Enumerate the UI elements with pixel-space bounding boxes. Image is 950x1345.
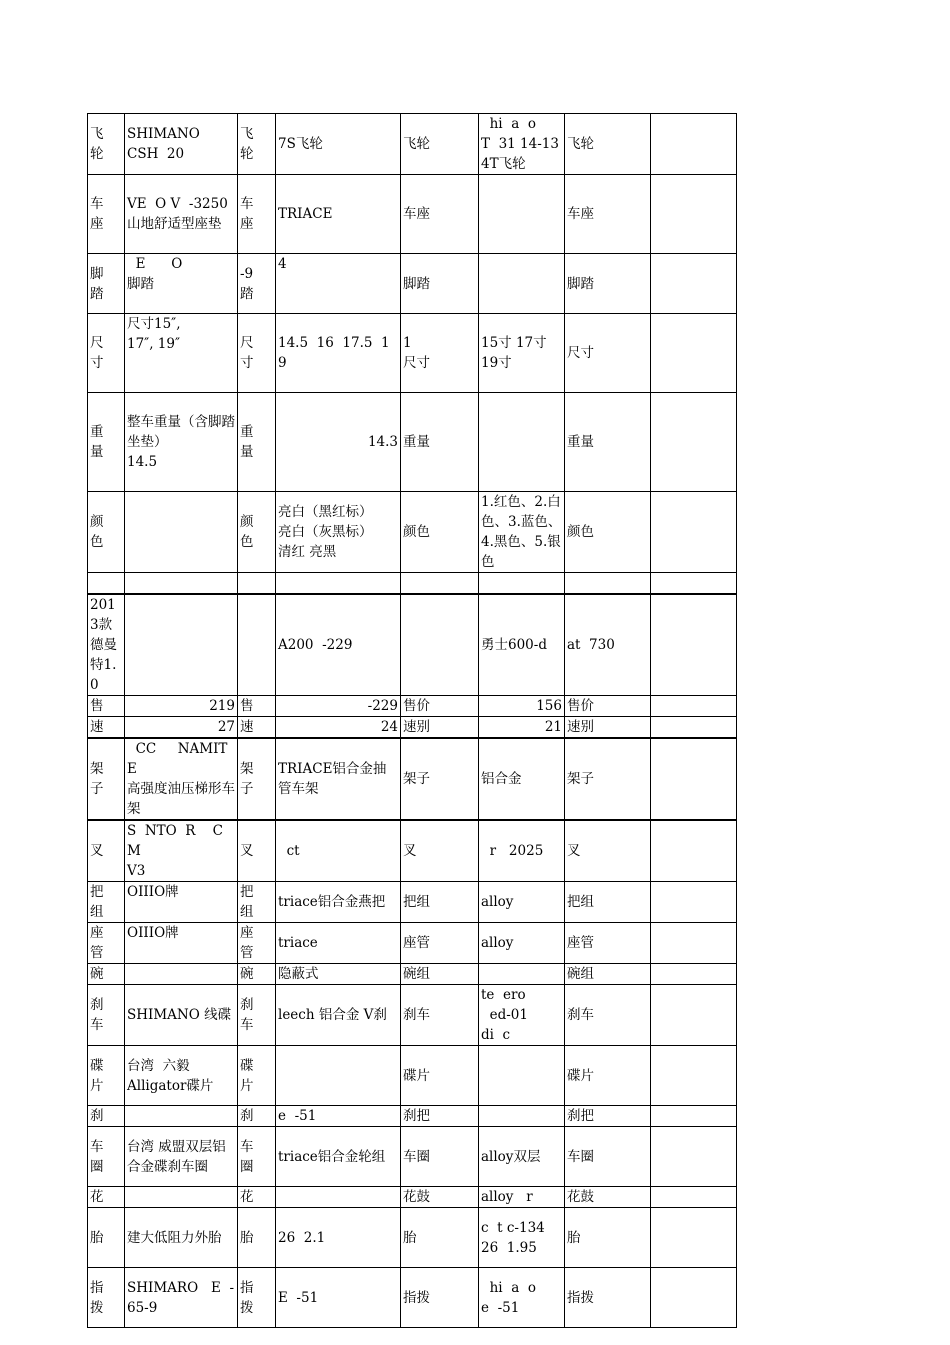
table-cell: 飞 轮 bbox=[238, 114, 276, 175]
table-cell: 车 座 bbox=[238, 175, 276, 254]
table-cell bbox=[651, 594, 737, 696]
table-cell: 碗组 bbox=[401, 964, 479, 985]
table-cell: hi a o e -51 bbox=[479, 1268, 565, 1328]
table-cell: 叉 bbox=[565, 820, 651, 882]
table-cell: 尺 寸 bbox=[238, 314, 276, 393]
table-cell: 重量 bbox=[401, 393, 479, 492]
table-cell: 售价 bbox=[565, 696, 651, 717]
table-cell: A200 -229 bbox=[276, 594, 401, 696]
table-cell: 速别 bbox=[401, 717, 479, 739]
table-cell: 花鼓 bbox=[565, 1187, 651, 1208]
table-cell bbox=[479, 254, 565, 314]
table-cell: 车圈 bbox=[565, 1127, 651, 1187]
table-cell: 27 bbox=[125, 717, 238, 739]
table-cell bbox=[651, 492, 737, 573]
table-cell: 把 组 bbox=[88, 882, 125, 923]
table-cell: 把 组 bbox=[238, 882, 276, 923]
table-cell: 14.3 bbox=[276, 393, 401, 492]
table-cell bbox=[651, 573, 737, 595]
table-cell: 重 量 bbox=[88, 393, 125, 492]
table-cell: 飞轮 bbox=[401, 114, 479, 175]
spec-comparison-table bbox=[87, 113, 737, 1328]
table-cell bbox=[651, 882, 737, 923]
table-cell bbox=[125, 573, 238, 595]
table-cell bbox=[651, 393, 737, 492]
table-cell: 架子 bbox=[401, 738, 479, 820]
table-cell: hi a o T 31 14-134T飞轮 bbox=[479, 114, 565, 175]
table-cell bbox=[479, 1106, 565, 1127]
table-cell: 车 圈 bbox=[88, 1127, 125, 1187]
table-cell: te ero ed-01 di c bbox=[479, 985, 565, 1046]
table-cell: 尺寸 bbox=[565, 314, 651, 393]
table-cell: 156 bbox=[479, 696, 565, 717]
table-cell bbox=[479, 964, 565, 985]
table-row bbox=[88, 175, 737, 254]
table-cell: SHIMARO E - 65-9 bbox=[125, 1268, 238, 1328]
table-cell: 把组 bbox=[565, 882, 651, 923]
table-cell: 碗 bbox=[88, 964, 125, 985]
table-row bbox=[88, 1208, 737, 1268]
table-cell: 刹车 bbox=[565, 985, 651, 1046]
table-cell bbox=[479, 1046, 565, 1106]
table-cell: 亮白（黑红标） 亮白（灰黑标） 清红 亮黑 bbox=[276, 492, 401, 573]
table-cell: TRIACE bbox=[276, 175, 401, 254]
table-cell bbox=[651, 1208, 737, 1268]
table-cell bbox=[276, 1187, 401, 1208]
table-cell: VE O V -3250 山地舒适型座垫 bbox=[125, 175, 238, 254]
table-cell bbox=[651, 1106, 737, 1127]
table-cell: 碟片 bbox=[565, 1046, 651, 1106]
table-cell: 碟 片 bbox=[238, 1046, 276, 1106]
table-cell: 胎 bbox=[401, 1208, 479, 1268]
table-row bbox=[88, 492, 737, 573]
table-cell bbox=[651, 114, 737, 175]
table-cell: SHIMANO 线碟 bbox=[125, 985, 238, 1046]
table-cell: 脚 踏 bbox=[88, 254, 125, 314]
table-cell: 建大低阻力外胎 bbox=[125, 1208, 238, 1268]
table-cell: 把组 bbox=[401, 882, 479, 923]
table-cell: 速别 bbox=[565, 717, 651, 739]
table-cell: 车座 bbox=[565, 175, 651, 254]
table-cell bbox=[125, 594, 238, 696]
table-cell: 台湾 六毅 Alligator碟片 bbox=[125, 1046, 238, 1106]
table-cell: 车 圈 bbox=[238, 1127, 276, 1187]
table-row bbox=[88, 923, 737, 964]
table-cell: -229 bbox=[276, 696, 401, 717]
table-cell: 刹 车 bbox=[238, 985, 276, 1046]
table-cell: c t c-134 26 1.95 bbox=[479, 1208, 565, 1268]
table-row bbox=[88, 882, 737, 923]
table-cell: 4 bbox=[276, 254, 401, 314]
table-row bbox=[88, 1046, 737, 1106]
table-cell bbox=[88, 573, 125, 595]
table-cell: 刹 bbox=[88, 1106, 125, 1127]
table-cell: alloy双层 bbox=[479, 1127, 565, 1187]
table-cell bbox=[125, 1106, 238, 1127]
table-cell: e -51 bbox=[276, 1106, 401, 1127]
table-cell: 7S飞轮 bbox=[276, 114, 401, 175]
table-cell bbox=[125, 492, 238, 573]
table-cell: alloy r bbox=[479, 1187, 565, 1208]
table-cell: 颜 色 bbox=[88, 492, 125, 573]
table-cell: 车座 bbox=[401, 175, 479, 254]
table-cell bbox=[238, 594, 276, 696]
table-row bbox=[88, 573, 737, 595]
table-cell: 26 2.1 bbox=[276, 1208, 401, 1268]
table-cell: CC NAMITE 高强度油压梯形车架 bbox=[125, 738, 238, 820]
table-cell: 刹把 bbox=[565, 1106, 651, 1127]
table-cell: 整车重量（含脚踏坐垫） 14.5 bbox=[125, 393, 238, 492]
table-cell: 指拨 bbox=[565, 1268, 651, 1328]
table-cell bbox=[651, 1187, 737, 1208]
table-cell: 脚踏 bbox=[565, 254, 651, 314]
table-cell: 1.红色、2.白色、3.蓝色、4.黑色、5.银色 bbox=[479, 492, 565, 573]
table-cell: 219 bbox=[125, 696, 238, 717]
table-cell: 架 子 bbox=[88, 738, 125, 820]
table-cell: 售价 bbox=[401, 696, 479, 717]
table-cell: 重量 bbox=[565, 393, 651, 492]
table-cell: leech 铝合金 V刹 bbox=[276, 985, 401, 1046]
table-cell: 颜色 bbox=[401, 492, 479, 573]
table-cell: 颜 色 bbox=[238, 492, 276, 573]
table-cell: 铝合金 bbox=[479, 738, 565, 820]
table-cell: 架 子 bbox=[238, 738, 276, 820]
table-cell: alloy bbox=[479, 923, 565, 964]
table-cell bbox=[651, 717, 737, 739]
table-row bbox=[88, 594, 737, 696]
table-cell: 碟片 bbox=[401, 1046, 479, 1106]
table-cell: 刹把 bbox=[401, 1106, 479, 1127]
table-cell: 架子 bbox=[565, 738, 651, 820]
table-cell bbox=[651, 820, 737, 882]
table-row bbox=[88, 1268, 737, 1328]
table-cell: 飞轮 bbox=[565, 114, 651, 175]
table-cell bbox=[651, 738, 737, 820]
table-cell bbox=[651, 985, 737, 1046]
table-row bbox=[88, 254, 737, 314]
table-cell: 刹 bbox=[238, 1106, 276, 1127]
table-row bbox=[88, 696, 737, 717]
table-cell: 叉 bbox=[238, 820, 276, 882]
table-cell: 车圈 bbox=[401, 1127, 479, 1187]
table-cell: 座 管 bbox=[88, 923, 125, 964]
table-cell: 脚踏 bbox=[401, 254, 479, 314]
table-cell: 尺寸15″, 17″, 19″ bbox=[125, 314, 238, 393]
table-cell bbox=[651, 175, 737, 254]
table-cell: 叉 bbox=[401, 820, 479, 882]
table-cell: SHIMANO CSH 20 bbox=[125, 114, 238, 175]
table-row bbox=[88, 114, 737, 175]
table-cell: 勇士600-d bbox=[479, 594, 565, 696]
table-cell: 颜色 bbox=[565, 492, 651, 573]
table-cell: -9 踏 bbox=[238, 254, 276, 314]
table-cell bbox=[651, 964, 737, 985]
table-cell: 速 bbox=[88, 717, 125, 739]
table-cell: 指 拨 bbox=[88, 1268, 125, 1328]
table-cell: ct bbox=[276, 820, 401, 882]
table-cell: 胎 bbox=[565, 1208, 651, 1268]
table-cell bbox=[276, 573, 401, 595]
table-cell: 碗 bbox=[238, 964, 276, 985]
table-cell: 14.5 16 17.5 19 bbox=[276, 314, 401, 393]
table-cell: 车 座 bbox=[88, 175, 125, 254]
table-row bbox=[88, 1187, 737, 1208]
table-cell: r 2025 bbox=[479, 820, 565, 882]
table-cell: 刹车 bbox=[401, 985, 479, 1046]
table-cell: TRIACE铝合金抽管车架 bbox=[276, 738, 401, 820]
table-cell: 刹 车 bbox=[88, 985, 125, 1046]
table-cell: 2013款 德曼特1.0 bbox=[88, 594, 125, 696]
table-cell: 售 bbox=[238, 696, 276, 717]
table-cell: at 730 bbox=[565, 594, 651, 696]
table-cell: 叉 bbox=[88, 820, 125, 882]
table-cell: 碗组 bbox=[565, 964, 651, 985]
table-cell bbox=[479, 175, 565, 254]
table-cell bbox=[479, 393, 565, 492]
table-row bbox=[88, 1127, 737, 1187]
table-cell: 座管 bbox=[401, 923, 479, 964]
table-cell: 胎 bbox=[88, 1208, 125, 1268]
table-cell bbox=[401, 573, 479, 595]
table-cell: 21 bbox=[479, 717, 565, 739]
table-cell: 速 bbox=[238, 717, 276, 739]
table-cell: 飞 轮 bbox=[88, 114, 125, 175]
table-row bbox=[88, 1106, 737, 1127]
table-row bbox=[88, 985, 737, 1046]
table-cell bbox=[651, 1268, 737, 1328]
table-cell: E O 脚踏 bbox=[125, 254, 238, 314]
table-cell: OIIIO牌 bbox=[125, 923, 238, 964]
table-cell: S NTO R CM V3 bbox=[125, 820, 238, 882]
table-cell: 碟 片 bbox=[88, 1046, 125, 1106]
table-cell: alloy bbox=[479, 882, 565, 923]
table-cell: OIIIO牌 bbox=[125, 882, 238, 923]
table-cell: 胎 bbox=[238, 1208, 276, 1268]
table-cell: 花 bbox=[88, 1187, 125, 1208]
table-cell: 花 bbox=[238, 1187, 276, 1208]
table-cell: 24 bbox=[276, 717, 401, 739]
table-row bbox=[88, 964, 737, 985]
table-row bbox=[88, 314, 737, 393]
table-cell bbox=[276, 1046, 401, 1106]
table-cell bbox=[651, 696, 737, 717]
table-cell: 座 管 bbox=[238, 923, 276, 964]
table-cell bbox=[565, 573, 651, 595]
table-cell: triace铝合金轮组 bbox=[276, 1127, 401, 1187]
table-cell bbox=[125, 964, 238, 985]
table-cell: 指拨 bbox=[401, 1268, 479, 1328]
table-cell: E -51 bbox=[276, 1268, 401, 1328]
table-row bbox=[88, 717, 737, 739]
table-cell bbox=[651, 314, 737, 393]
table-cell bbox=[479, 573, 565, 595]
table-row bbox=[88, 393, 737, 492]
table-cell: 15寸 17寸 19寸 bbox=[479, 314, 565, 393]
table-cell bbox=[651, 1046, 737, 1106]
table-cell: triace bbox=[276, 923, 401, 964]
table-cell bbox=[401, 594, 479, 696]
table-cell: 1 尺寸 bbox=[401, 314, 479, 393]
table-cell: 座管 bbox=[565, 923, 651, 964]
table-cell: 隐蔽式 bbox=[276, 964, 401, 985]
table-cell bbox=[651, 254, 737, 314]
table-cell bbox=[238, 573, 276, 595]
table-cell: 售 bbox=[88, 696, 125, 717]
table-cell: 台湾 威盟双层铝合金碟刹车圈 bbox=[125, 1127, 238, 1187]
table-cell: 指 拨 bbox=[238, 1268, 276, 1328]
table-cell: 花鼓 bbox=[401, 1187, 479, 1208]
table-row bbox=[88, 820, 737, 882]
table-cell: 尺 寸 bbox=[88, 314, 125, 393]
table-cell: 重 量 bbox=[238, 393, 276, 492]
table-row bbox=[88, 738, 737, 820]
table-cell bbox=[125, 1187, 238, 1208]
table-cell bbox=[651, 1127, 737, 1187]
table-cell bbox=[651, 923, 737, 964]
table-cell: triace铝合金燕把 bbox=[276, 882, 401, 923]
